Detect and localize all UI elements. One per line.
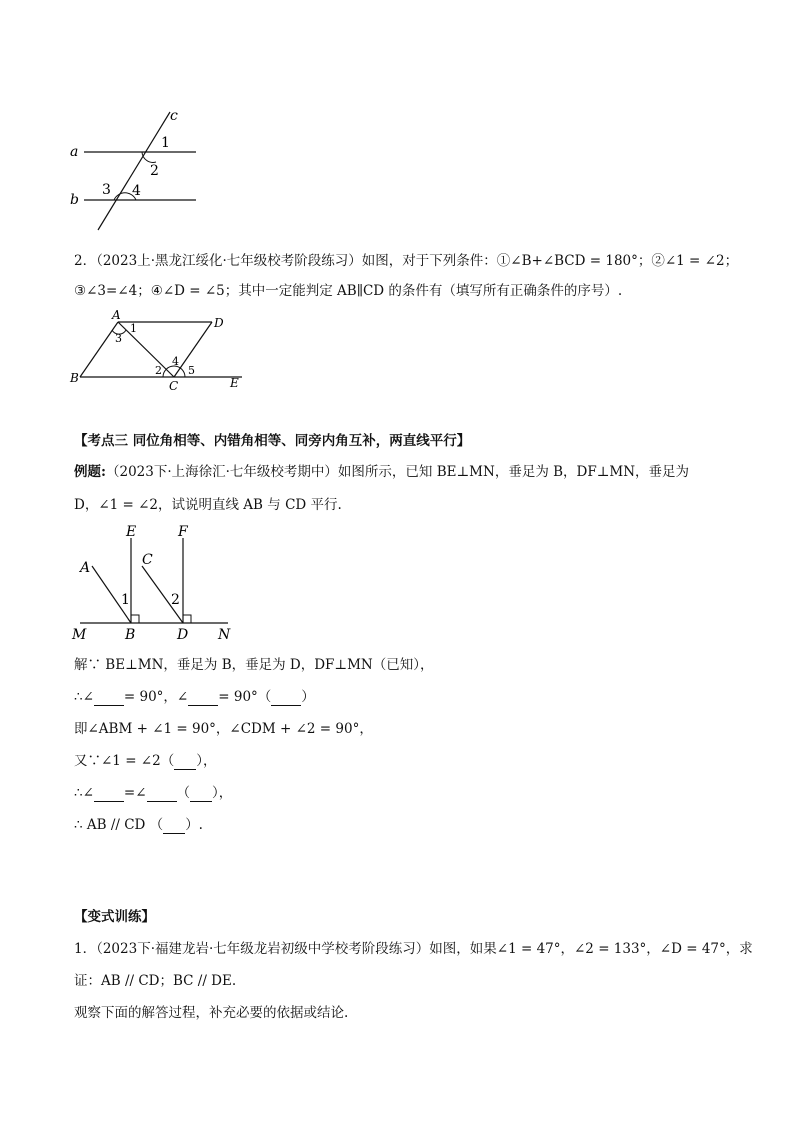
label-2: 2 — [150, 163, 159, 179]
label-A: A — [112, 308, 121, 322]
section-3-title: 【考点三 同位角相等、内错角相等、同旁内角互补，两直线平行】 — [74, 433, 471, 449]
label-5: 5 — [188, 364, 195, 377]
blank-reason-1[interactable] — [271, 691, 301, 706]
label-E: E — [126, 524, 137, 540]
blank-angle-2[interactable] — [188, 691, 218, 706]
variant-line-3: 观察下面的解答过程，补充必要的依据或结论. — [74, 1005, 349, 1021]
label-D: D — [177, 627, 189, 643]
label-4: 4 — [172, 355, 179, 368]
label-B: B — [70, 371, 79, 385]
solution-line-6 — [74, 816, 203, 834]
variant-line-2: 证：AB // CD；BC // DE. — [74, 973, 237, 989]
text: ）， — [212, 785, 233, 801]
example-line-2: D，∠1 = ∠2，试说明直线 AB 与 CD 平行. — [74, 497, 342, 513]
blank-angle-1[interactable] — [94, 691, 124, 706]
text: ） — [301, 689, 315, 705]
label-4: 4 — [132, 183, 141, 199]
variant-title: 【变式训练】 — [74, 909, 155, 925]
label-1: 1 — [161, 135, 170, 151]
blank-reason-2[interactable] — [174, 755, 196, 770]
line-c — [98, 112, 170, 230]
right-angle-d — [183, 615, 191, 623]
label-1: 1 — [121, 592, 130, 608]
question-2-line-2: ③∠3=∠4；④∠D = ∠5；其中一定能判定 AB∥CD 的条件有（填写所有正确条件的序号）. — [74, 283, 623, 299]
text: ）. — [185, 817, 203, 833]
solution-line-5 — [74, 784, 232, 802]
example-label: 例题: — [74, 464, 106, 480]
blank-reason-3[interactable] — [190, 787, 212, 802]
text: = 90°，∠ — [123, 689, 189, 705]
text: 又∵∠1 = ∠2（ — [74, 753, 175, 769]
label-E: E — [230, 376, 239, 390]
text: = 90°（ — [218, 689, 272, 705]
label-N: N — [218, 627, 231, 643]
solution-line-1: 解∵ BE⊥MN，垂足为 B，垂足为 D，DF⊥MN（已知）， — [74, 657, 434, 673]
label-b: b — [70, 192, 79, 208]
blank-angle-3[interactable] — [94, 787, 124, 802]
text: （ — [176, 785, 191, 801]
figure-parallel-lines-transversal — [60, 104, 210, 234]
text: ）， — [196, 753, 217, 769]
blank-angle-4[interactable] — [147, 787, 177, 802]
label-c: c — [170, 108, 178, 124]
label-B: B — [125, 627, 136, 643]
label-C: C — [142, 552, 153, 568]
solution-line-3: 即∠ABM + ∠1 = 90°，∠CDM + ∠2 = 90°， — [74, 721, 373, 737]
example-text-1: （2023下·上海徐汇·七年级校考期中）如图所示，已知 BE⊥MN，垂足为 B，DF⊥MN，垂足为 — [105, 464, 690, 480]
figure-perpendiculars-on-mn — [68, 520, 238, 644]
example-line-1 — [74, 463, 689, 481]
label-C: C — [169, 379, 179, 393]
label-F: F — [178, 524, 188, 540]
label-2: 2 — [171, 592, 180, 608]
label-a: a — [70, 144, 79, 160]
right-angle-b — [131, 615, 139, 623]
variant-line-1: 1．（2023下·福建龙岩·七年级龙岩初级中学校考阶段练习）如图，如果∠1 = 47°，∠2 = 133°，∠D = 47°，求 — [74, 941, 753, 957]
solution-line-4 — [74, 752, 216, 770]
label-2: 2 — [155, 364, 162, 377]
figure-quadrilateral-abcd — [66, 308, 256, 394]
text: =∠ — [123, 785, 147, 801]
solution-line-2 — [74, 688, 315, 706]
label-1: 1 — [130, 322, 137, 335]
label-3: 3 — [102, 182, 111, 198]
text: ∴∠ — [74, 689, 94, 705]
label-M: M — [72, 627, 87, 643]
label-3: 3 — [115, 332, 122, 345]
blank-reason-4[interactable] — [163, 819, 185, 834]
label-D: D — [214, 316, 224, 330]
text: ∴ AB // CD （ — [74, 817, 164, 833]
text: ∴∠ — [74, 785, 94, 801]
question-2-line-1: 2．（2023上·黑龙江绥化·七年级校考阶段练习）如图，对于下列条件：①∠B+∠BCD = 180°；②∠1 = ∠2； — [74, 253, 739, 269]
label-A: A — [80, 560, 91, 576]
